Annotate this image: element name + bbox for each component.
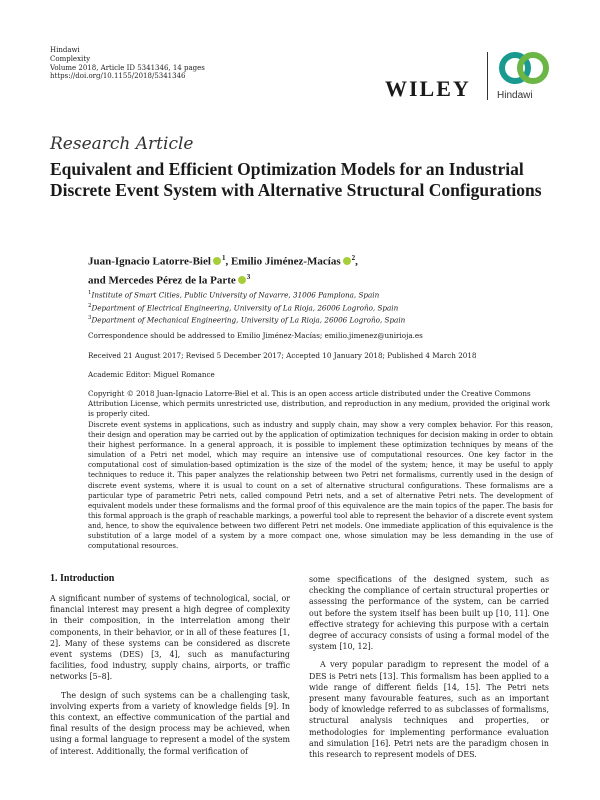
publisher-name: Hindawi bbox=[50, 46, 80, 54]
correspondence: Correspondence should be addressed to Emilio Jiménez-Macías; emilio.jimenez@unirioja.es bbox=[88, 331, 423, 340]
paragraph: some specifications of the designed system, such as checking the compliance of certain structural properties or assessing the performance of the system, can be carried out before the system itself has been built up [10, 11]. One effective strategy for achieving this purpose with a certain degree of accuracy consists of using a formal model of the system [10, 12]. bbox=[309, 575, 549, 652]
paragraph: The design of such systems can be a challenging task, involving experts from a variety of knowledge fields [9]. In this context, an effective communication of the partial and final results of the design process may be achieved, when using a formal language to represent a model of the system of interest. Additionally, the formal verification of bbox=[50, 690, 290, 756]
hindawi-wordmark: Hindawi bbox=[497, 90, 533, 101]
affiliation-line bbox=[88, 301, 548, 314]
author-conjunction: and bbox=[88, 274, 106, 287]
academic-editor: Academic Editor: Miguel Romance bbox=[88, 370, 215, 379]
journal-metadata bbox=[50, 46, 205, 81]
paper-title: Equivalent and Efficient Optimization Models for an Industrial Discrete Event System with Alternative Structural Configurations bbox=[50, 159, 542, 200]
copyright-notice: Copyright © 2018 Juan-Ignacio Latorre-Biel et al. This is an open access article distributed under the Creative Commons Attribution License, which permits unrestricted use, distribution, and reproduction in any medium, provided the original work is properly cited. bbox=[88, 389, 550, 419]
volume-line: Volume 2018, Article ID 5341346, 14 pages bbox=[50, 63, 205, 72]
affiliation-line bbox=[88, 288, 548, 301]
affiliation-mark: 2 bbox=[88, 302, 92, 309]
article-type: Research Article bbox=[50, 134, 194, 154]
abstract-text: Discrete event systems in applications, such as industry and supply chain, may show a very complex behavior. For this reason, their design and operation may be carried out by the application of optimization techniques for decision making in order to obtain their highest performance. In a general approach, it is possible to implement these optimization techniques by means of the simulation of a Petri net model, which may require an intensive use of computational resources. One key factor in the computational cost of simulation-based optimization is the size of the model of the system; hence, it may be useful to apply techniques to reduce it. This paper analyzes the relationship between two Petri net formalisms, currently used in the design of discrete event systems, where it is usual to count on a set of alternative structural configurations. These formalisms are a particular type of parametric Petri nets, called compound Petri nets, and a set of alternative Petri nets. The development of equivalent models under these formalisms and the formal proof of this equivalence are the main topics of the paper. The basis for this formal approach is the graph of reachable markings, a powerful tool able to represent the behavior of a discrete event system and, hence, to show the equivalence between two different Petri net models. One immediate application of this equivalence is the substitution of a large model of a system by a more compact one, whose simulation may be less demanding in the use of computational resources. bbox=[88, 421, 553, 551]
orcid-icon[interactable] bbox=[213, 257, 221, 265]
affiliation-mark: 3 bbox=[88, 315, 92, 322]
right-column bbox=[309, 574, 549, 767]
affiliation-text: Department of Mechanical Engineering, University of La Rioja, 26006 Logroño, Spain bbox=[91, 315, 406, 325]
paragraph: A significant number of systems of technological, social, or financial interest may present a high degree of complexity in their composition, in the interrelation among their components, in their behavior, or in all of these features [1, 2]. Many of these systems can be considered as discrete event systems (DES) [3, 4], such as manufacturing facilities, food industry, supply chains, airports, or traffic networks [5–8]. bbox=[50, 594, 290, 682]
section-heading: 1. Introduction bbox=[50, 573, 115, 584]
affiliations bbox=[88, 288, 548, 326]
affiliation-line bbox=[88, 313, 548, 326]
affiliation-mark: 1 bbox=[88, 290, 92, 296]
author-name: Mercedes Pérez de la Parte bbox=[108, 274, 236, 287]
logo-divider bbox=[487, 52, 488, 100]
author-affil-mark: 3 bbox=[246, 272, 251, 281]
orcid-icon[interactable] bbox=[238, 276, 246, 284]
author-list: Juan-Ignacio Latorre-Biel $^1$, Emilio Jiménez-Macías $^2$, and Mercedes Pérez de la Parte $^3$ bbox=[88, 254, 358, 287]
affiliation-text: Institute of Smart Cities, Public University of Navarre, 31006 Pamplona, Spain bbox=[91, 290, 380, 300]
paragraph: A very popular paradigm to represent the model of a DES is Petri nets [13]. This formalism has been applied to a wide range of different fields [14, 15]. The Petri nets present many favourable features, such as an important body of knowledge referred to as subclasses of formalisms, structural analysis techniques and properties, or methodologies for implementing performance evaluation and simulation [16]. Petri nets are the paradigm chosen in this research to represent models of DES. bbox=[309, 660, 549, 760]
journal-name: Complexity bbox=[50, 54, 91, 63]
wiley-logo: WILEY bbox=[385, 76, 471, 101]
author-name: Juan-Ignacio Latorre-Biel bbox=[88, 255, 211, 268]
hindawi-logo-icon bbox=[497, 50, 551, 86]
left-column bbox=[50, 593, 290, 764]
doi-link[interactable]: https://doi.org/10.1155/2018/5341346 bbox=[50, 72, 186, 81]
author-affil-mark: 2 bbox=[351, 254, 356, 262]
orcid-icon[interactable] bbox=[343, 257, 351, 265]
author-name: Emilio Jiménez-Macías bbox=[230, 255, 341, 268]
affiliation-text: Department of Electrical Engineering, University of La Rioja, 26006 Logroño, Spain bbox=[91, 302, 399, 312]
article-dates: Received 21 August 2017; Revised 5 December 2017; Accepted 10 January 2018; Published 4 March 2018 bbox=[88, 351, 477, 360]
author-affil-mark: 1 bbox=[221, 254, 226, 262]
